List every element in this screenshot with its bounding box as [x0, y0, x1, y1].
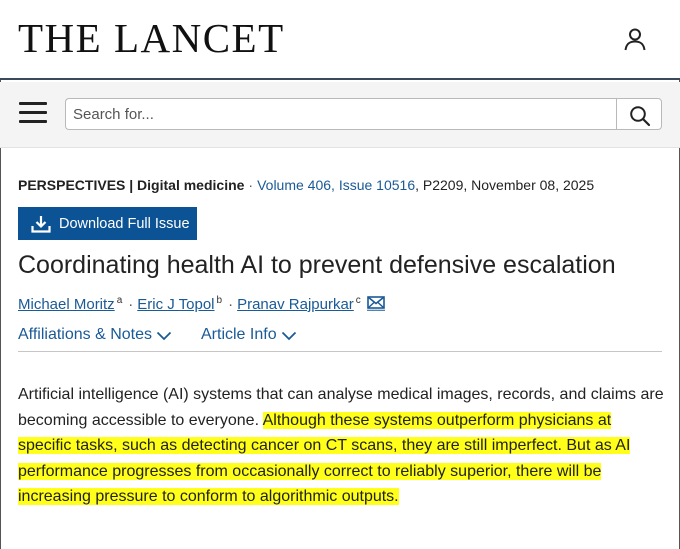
search-button[interactable]	[616, 98, 662, 130]
download-label: Download Full Issue	[59, 215, 190, 232]
site-header	[0, 0, 680, 80]
download-full-issue-button[interactable]	[18, 207, 197, 240]
section-label: PERSPECTIVES | Digital medicine	[18, 177, 245, 193]
tab-label: Affiliations & Notes	[18, 326, 152, 343]
search-icon	[629, 105, 651, 127]
author-link[interactable]: Michael Moritz	[18, 296, 115, 313]
article-title: Coordinating health AI to prevent defensive escalation	[18, 251, 616, 279]
tab-affiliations-notes[interactable]	[18, 325, 172, 345]
volume-issue-link[interactable]: Volume 406, Issue 10516	[257, 177, 416, 193]
envelope-icon[interactable]	[367, 296, 385, 317]
affiliation-sup[interactable]: c	[355, 295, 361, 306]
lancet-logo[interactable]: THE LANCET	[18, 15, 285, 61]
author-separator: ·	[128, 296, 134, 313]
article-meta	[18, 175, 594, 195]
chevron-down-icon	[281, 331, 297, 341]
search-bar	[0, 82, 680, 148]
tab-article-info[interactable]	[201, 325, 297, 345]
abstract-text	[18, 382, 668, 510]
meta-separator: ·	[248, 177, 254, 193]
highlighted-passage: Although these systems outperform physicians at specific tasks, such as detecting cancer on CT scans, they are still imperfect. But as AI performance progresses from occasionally correct to reliably superior, there will be increasing pressure to conform to algorithmic outputs.	[18, 411, 631, 505]
user-icon[interactable]	[622, 26, 648, 52]
author-link[interactable]: Pranav Rajpurkar	[237, 296, 354, 313]
author-link[interactable]: Eric J Topol	[137, 296, 215, 313]
author-separator: ·	[228, 296, 234, 313]
chevron-down-icon	[156, 331, 172, 341]
author-list	[18, 291, 385, 317]
page-date: , P2209, November 08, 2025	[415, 177, 595, 193]
download-icon	[31, 215, 51, 233]
affiliation-sup[interactable]: a	[116, 295, 123, 306]
article-tabs	[18, 325, 662, 352]
abstract-plain: Artificial intelligence (AI) systems that can analyse medical images, records, and claims are becoming accessible to everyone.	[18, 386, 664, 429]
tab-label: Article Info	[201, 326, 277, 343]
search-input[interactable]	[65, 98, 617, 130]
hamburger-icon[interactable]	[19, 102, 47, 126]
affiliation-sup[interactable]: b	[216, 295, 223, 306]
